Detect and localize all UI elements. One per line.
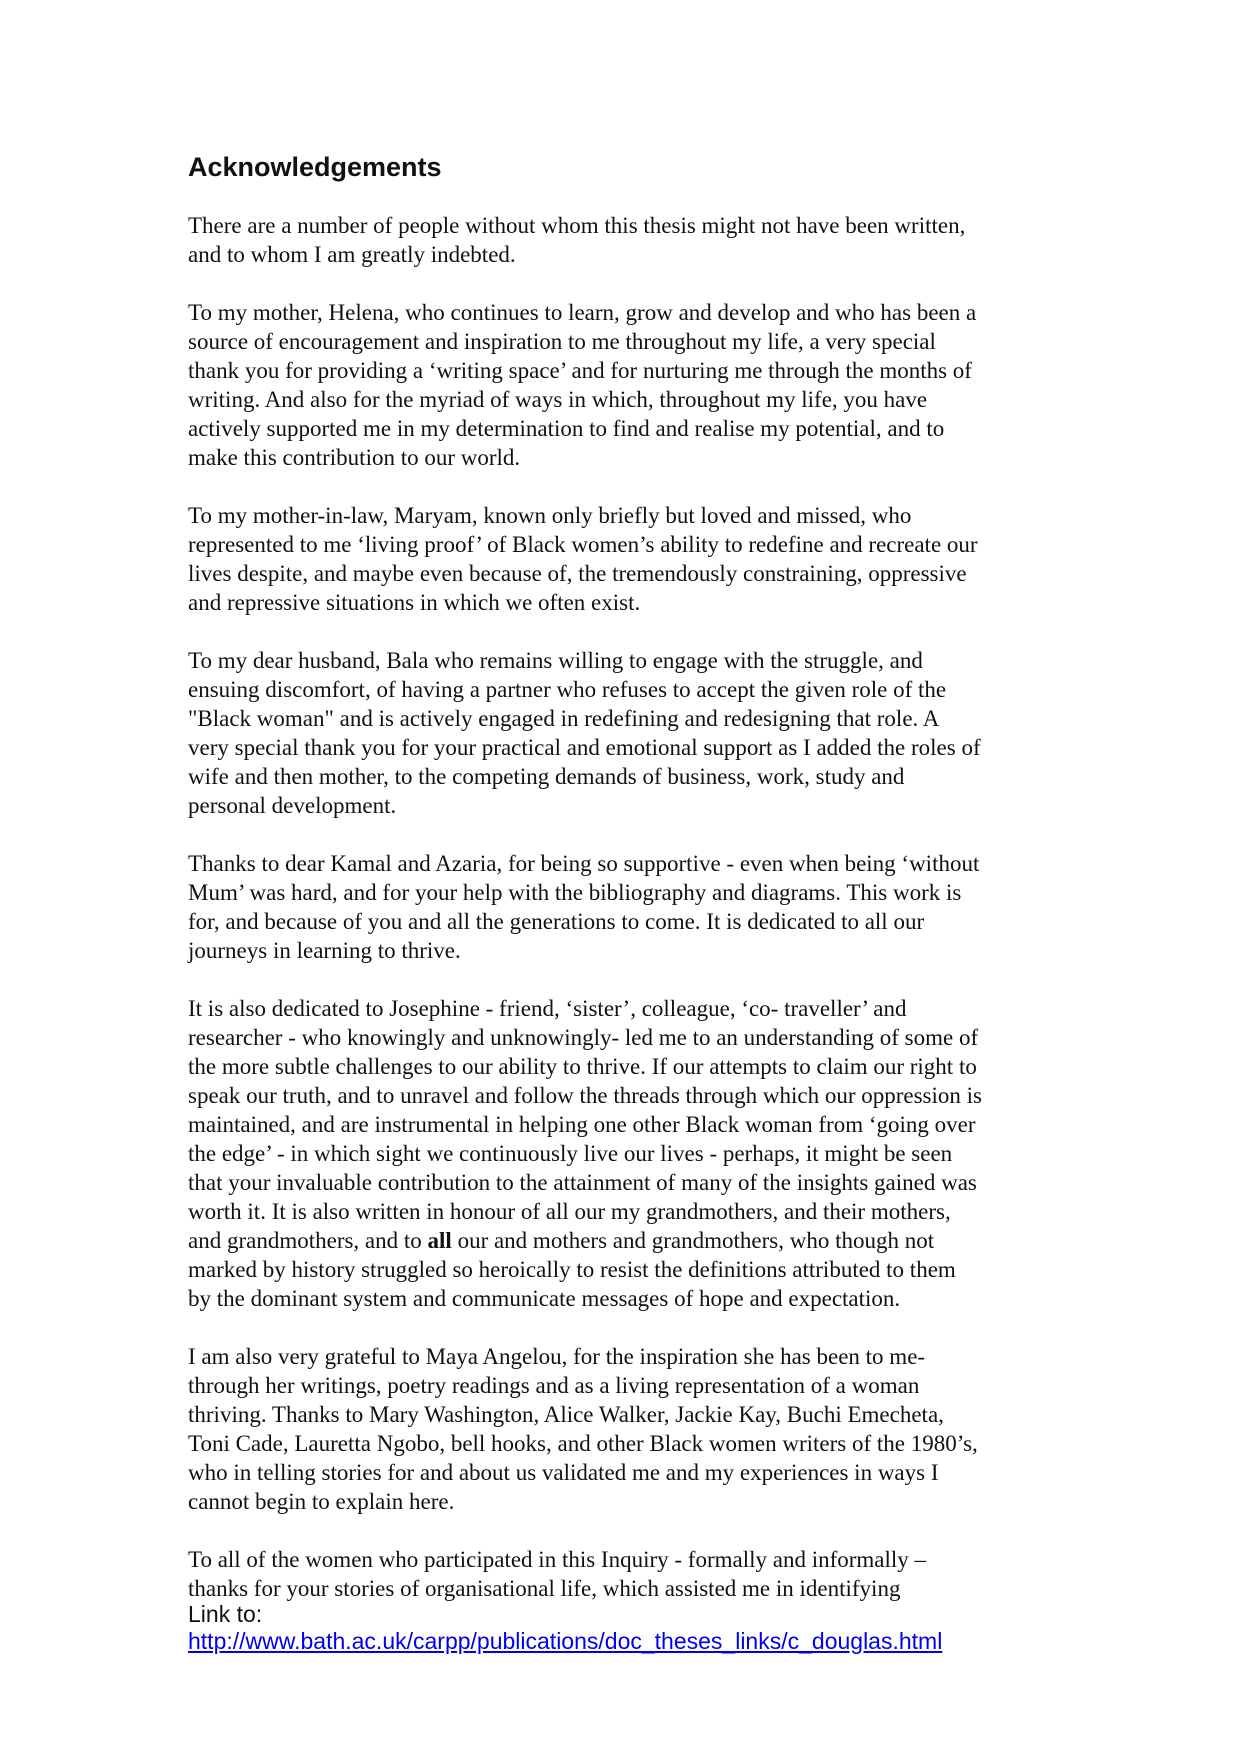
text-line: and to whom I am greatly indebted. bbox=[188, 242, 516, 267]
text-run: and grandmothers, and to bbox=[188, 1228, 428, 1253]
text-line: very special thank you for your practical and emotional support as I added the roles of bbox=[188, 735, 981, 760]
paragraph-mother-in-law bbox=[188, 501, 1068, 617]
text-line: worth it. It is also written in honour of all our my grandmothers, and their mothers, bbox=[188, 1199, 951, 1224]
text-line: by the dominant system and communicate messages of hope and expectation. bbox=[188, 1286, 901, 1311]
text-line: thriving. Thanks to Mary Washington, Alice Walker, Jackie Kay, Buchi Emecheta, bbox=[188, 1402, 944, 1427]
text-line: personal development. bbox=[188, 793, 397, 818]
text-line: that your invaluable contribution to the attainment of many of the insights gained was bbox=[188, 1170, 977, 1195]
paragraph-children bbox=[188, 849, 1068, 965]
text-line: thanks for your stories of organisational life, which assisted me in identifying bbox=[188, 1576, 901, 1601]
text-line: the edge’ - in which sight we continuously live our lives - perhaps, it might be seen bbox=[188, 1141, 953, 1166]
page-footer bbox=[188, 1601, 942, 1655]
text-line: make this contribution to our world. bbox=[188, 445, 521, 470]
paragraph-writers bbox=[188, 1342, 1068, 1516]
text-line: To my mother, Helena, who continues to learn, grow and develop and who has been a bbox=[188, 300, 977, 325]
text-line-emphasis bbox=[188, 1226, 1068, 1255]
text-line: writing. And also for the myriad of ways in which, throughout my life, you have bbox=[188, 387, 928, 412]
text-line: lives despite, and maybe even because of, the tremendously constraining, oppressive bbox=[188, 561, 967, 586]
text-line: thank you for providing a ‘writing space’ and for nurturing me through the months of bbox=[188, 358, 972, 383]
text-line: It is also dedicated to Josephine - friend, ‘sister’, colleague, ‘co- traveller’ and bbox=[188, 996, 907, 1021]
footer-link-label: Link to: bbox=[188, 1601, 263, 1627]
text-line: To my mother-in-law, Maryam, known only briefly but loved and missed, who bbox=[188, 503, 912, 528]
text-line: speak our truth, and to unravel and follow the threads through which our oppression is bbox=[188, 1083, 982, 1108]
text-line: cannot begin to explain here. bbox=[188, 1489, 455, 1514]
paragraph-husband bbox=[188, 646, 1068, 820]
text-line: wife and then mother, to the competing demands of business, work, study and bbox=[188, 764, 905, 789]
bold-word: all bbox=[427, 1228, 452, 1253]
text-line: "Black woman" and is actively engaged in redefining and redesigning that role. A bbox=[188, 706, 940, 731]
text-line: Toni Cade, Lauretta Ngobo, bell hooks, and other Black women writers of the 1980’s, bbox=[188, 1431, 978, 1456]
footer-link[interactable]: http://www.bath.ac.uk/carpp/publications/doc_theses_links/c_douglas.html bbox=[188, 1628, 943, 1654]
text-line: source of encouragement and inspiration to me throughout my life, a very special bbox=[188, 329, 936, 354]
text-line: To my dear husband, Bala who remains willing to engage with the struggle, and bbox=[188, 648, 923, 673]
text-run: our and mothers and grandmothers, who though not bbox=[451, 1228, 935, 1253]
text-line: Thanks to dear Kamal and Azaria, for being so supportive - even when being ‘without bbox=[188, 851, 980, 876]
text-line: actively supported me in my determination to find and realise my potential, and to bbox=[188, 416, 945, 441]
page-title: Acknowledgements bbox=[188, 152, 442, 182]
text-line: researcher - who knowingly and unknowingly- led me to an understanding of some of bbox=[188, 1025, 979, 1050]
text-line: for, and because of you and all the generations to come. It is dedicated to all our bbox=[188, 909, 925, 934]
text-line: marked by history struggled so heroically to resist the definitions attributed to them bbox=[188, 1257, 956, 1282]
text-line: who in telling stories for and about us validated me and my experiences in ways I bbox=[188, 1460, 939, 1485]
paragraph-participants bbox=[188, 1545, 1068, 1603]
text-line: maintained, and are instrumental in helping one other Black woman from ‘going over bbox=[188, 1112, 976, 1137]
text-line: through her writings, poetry readings and as a living representation of a woman bbox=[188, 1373, 920, 1398]
text-line: journeys in learning to thrive. bbox=[188, 938, 461, 963]
paragraph-dedication bbox=[188, 994, 1068, 1313]
text-line: represented to me ‘living proof’ of Black women’s ability to redefine and recreate our bbox=[188, 532, 978, 557]
text-line: I am also very grateful to Maya Angelou, for the inspiration she has been to me- bbox=[188, 1344, 926, 1369]
text-line: To all of the women who participated in this Inquiry - formally and informally – bbox=[188, 1547, 927, 1572]
text-line: Mum’ was hard, and for your help with the bibliography and diagrams. This work is bbox=[188, 880, 962, 905]
paragraph-mother bbox=[188, 298, 1068, 472]
document-body bbox=[188, 211, 1068, 1603]
text-line: There are a number of people without whom this thesis might not have been written, bbox=[188, 213, 966, 238]
paragraph-intro bbox=[188, 211, 1068, 269]
text-line: and repressive situations in which we often exist. bbox=[188, 590, 641, 615]
text-line: ensuing discomfort, of having a partner who refuses to accept the given role of the bbox=[188, 677, 947, 702]
text-line: the more subtle challenges to our ability to thrive. If our attempts to claim our right to bbox=[188, 1054, 977, 1079]
